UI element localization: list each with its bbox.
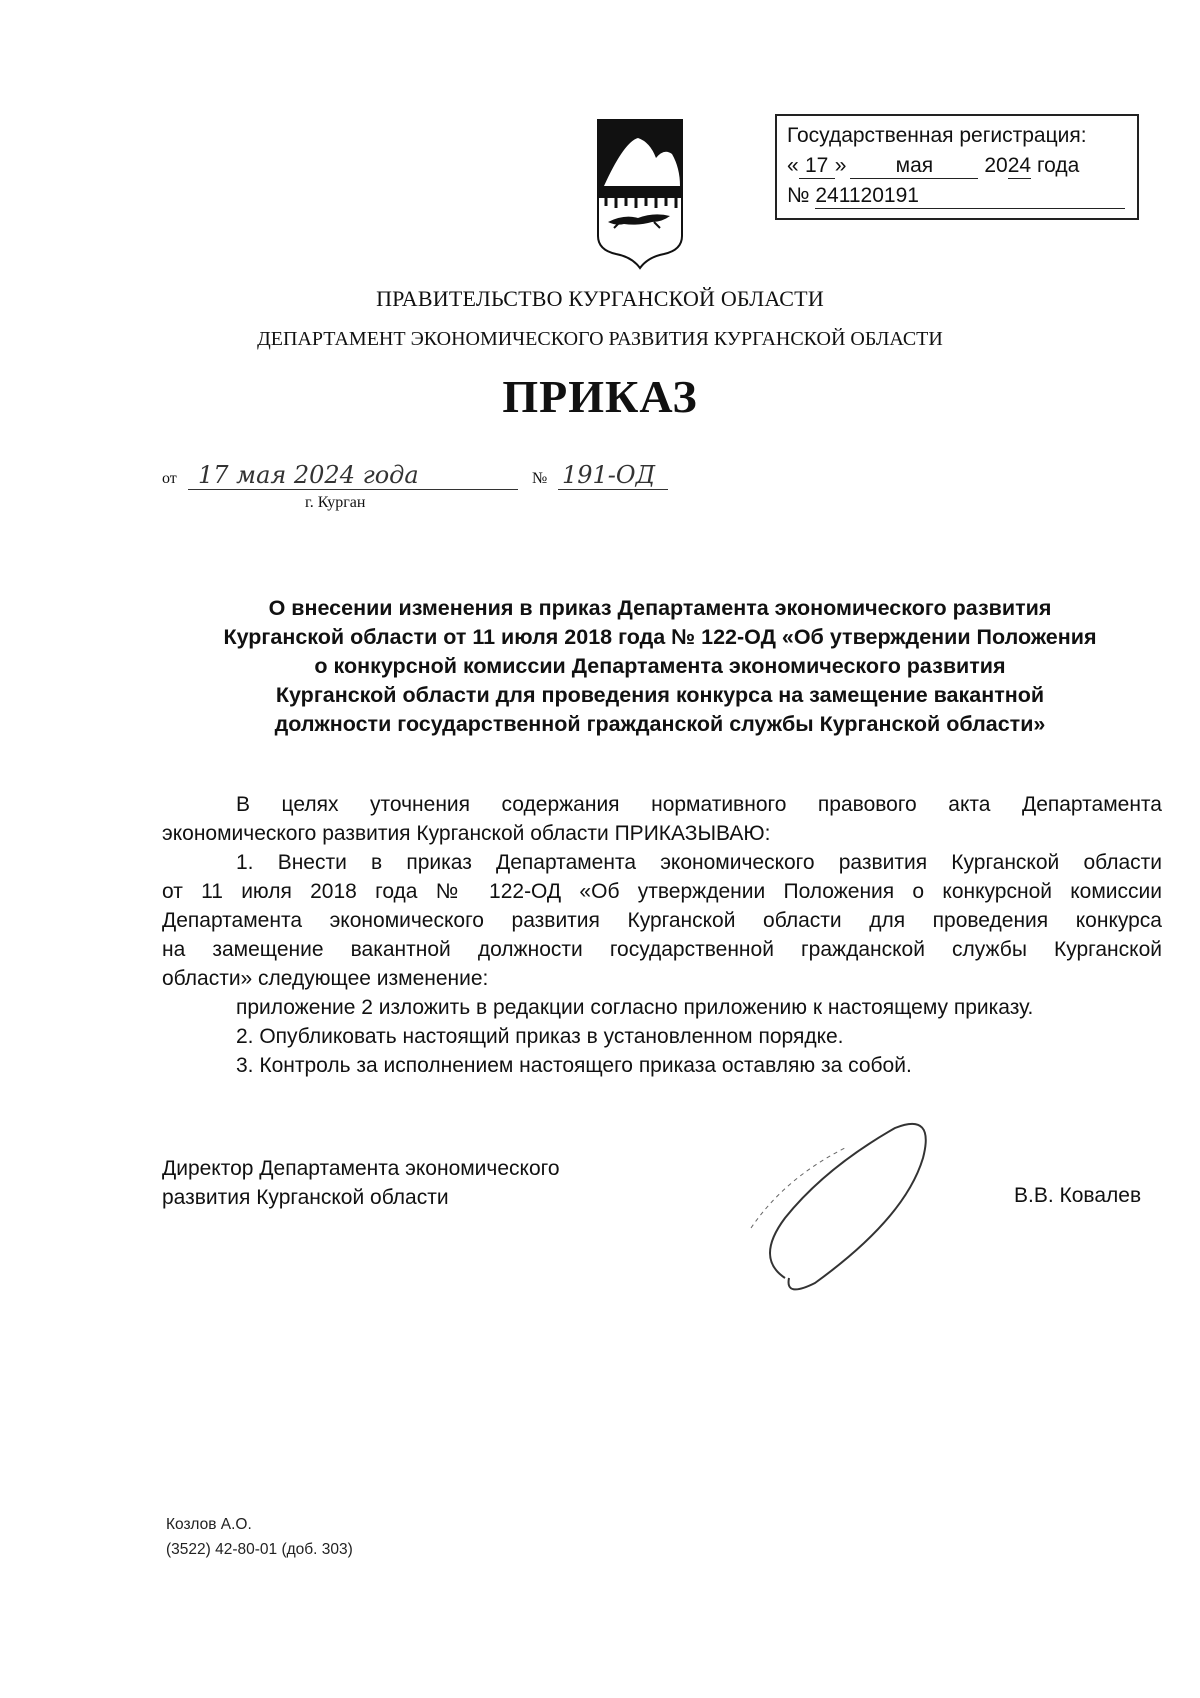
- registration-year-word: года: [1036, 154, 1080, 177]
- executor-phone: (3522) 42-80-01 (доб. 303): [166, 1541, 353, 1558]
- registration-number: 241120191: [815, 184, 1125, 209]
- registration-title: Государственная регистрация:: [787, 124, 1087, 147]
- department-heading: ДЕПАРТАМЕНТ ЭКОНОМИЧЕСКОГО РАЗВИТИЯ КУРГАНСКОЙ ОБЛАСТИ: [257, 328, 943, 350]
- signatory-title-line: Директор Департамента экономического: [162, 1157, 560, 1180]
- signatory-title-line: развития Курганской области: [162, 1186, 449, 1209]
- executor-info: [166, 1512, 353, 1562]
- body-line: экономического развития Курганской области ПРИКАЗЫВАЮ:: [162, 822, 771, 845]
- date-prefix-label: от: [162, 470, 177, 487]
- signatory-title: [162, 1154, 560, 1212]
- order-date-line: [162, 462, 682, 502]
- order-subject: [155, 594, 1165, 739]
- registration-stamp: [775, 114, 1139, 220]
- body-line: на замещение вакантной должности государственной гражданской службы Курганской: [162, 938, 1162, 961]
- executor-name: Козлов А.О.: [166, 1516, 252, 1533]
- government-heading: ПРАВИТЕЛЬСТВО КУРГАНСКОЙ ОБЛАСТИ: [376, 286, 824, 311]
- order-number-label: №: [532, 470, 548, 487]
- body-line: В целях уточнения содержания нормативного правового акта Департамента: [236, 793, 1162, 816]
- body-line: области» следующее изменение:: [162, 967, 489, 990]
- registration-number-label: №: [787, 184, 810, 207]
- subject-line: О внесении изменения в приказ Департамента экономического развития: [268, 596, 1052, 620]
- registration-year-prefix: 20: [984, 154, 1008, 177]
- order-date-handwritten: 17 мая 2024 года: [188, 462, 518, 490]
- body-line: 2. Опубликовать настоящий приказ в установленном порядке.: [236, 1025, 844, 1048]
- document-type-title: ПРИКАЗ: [502, 371, 698, 422]
- body-line: Департамента экономического развития Курганской области для проведения конкурса: [162, 909, 1162, 932]
- body-line: 3. Контроль за исполнением настоящего приказа оставляю за собой.: [236, 1054, 912, 1077]
- registration-year-suffix: 24: [1007, 154, 1032, 177]
- subject-line: Курганской области для проведения конкурса на замещение вакантной: [275, 683, 1045, 707]
- order-body: [162, 790, 1162, 1080]
- registration-number-line: [787, 184, 1125, 209]
- registration-quote-open: «: [787, 154, 799, 177]
- signatory-name: В.В. Ковалев: [1014, 1184, 1142, 1207]
- subject-line: должности государственной гражданской службы Курганской области»: [274, 712, 1046, 736]
- subject-line: о конкурсной комиссии Департамента экономического развития: [314, 654, 1006, 678]
- handwritten-signature: [745, 1108, 945, 1298]
- registration-quote-close: »: [834, 154, 847, 177]
- order-number-handwritten: 191-ОД: [558, 462, 668, 490]
- order-city: г. Курган: [305, 494, 366, 511]
- body-line: приложение 2 изложить в редакции согласно приложению к настоящему приказу.: [236, 996, 1034, 1019]
- registration-day: 17: [799, 154, 835, 179]
- registration-month: мая: [850, 154, 978, 179]
- coat-of-arms-icon: [594, 118, 686, 270]
- body-line: от 11 июля 2018 года № 122-ОД «Об утверждении Положения о конкурсной комиссии: [162, 880, 1162, 903]
- subject-line: Курганской области от 11 июля 2018 года № 122-ОД «Об утверждении Положения: [223, 625, 1097, 649]
- body-line: 1. Внести в приказ Департамента экономического развития Курганской области: [236, 851, 1162, 874]
- registration-date: [787, 154, 1131, 179]
